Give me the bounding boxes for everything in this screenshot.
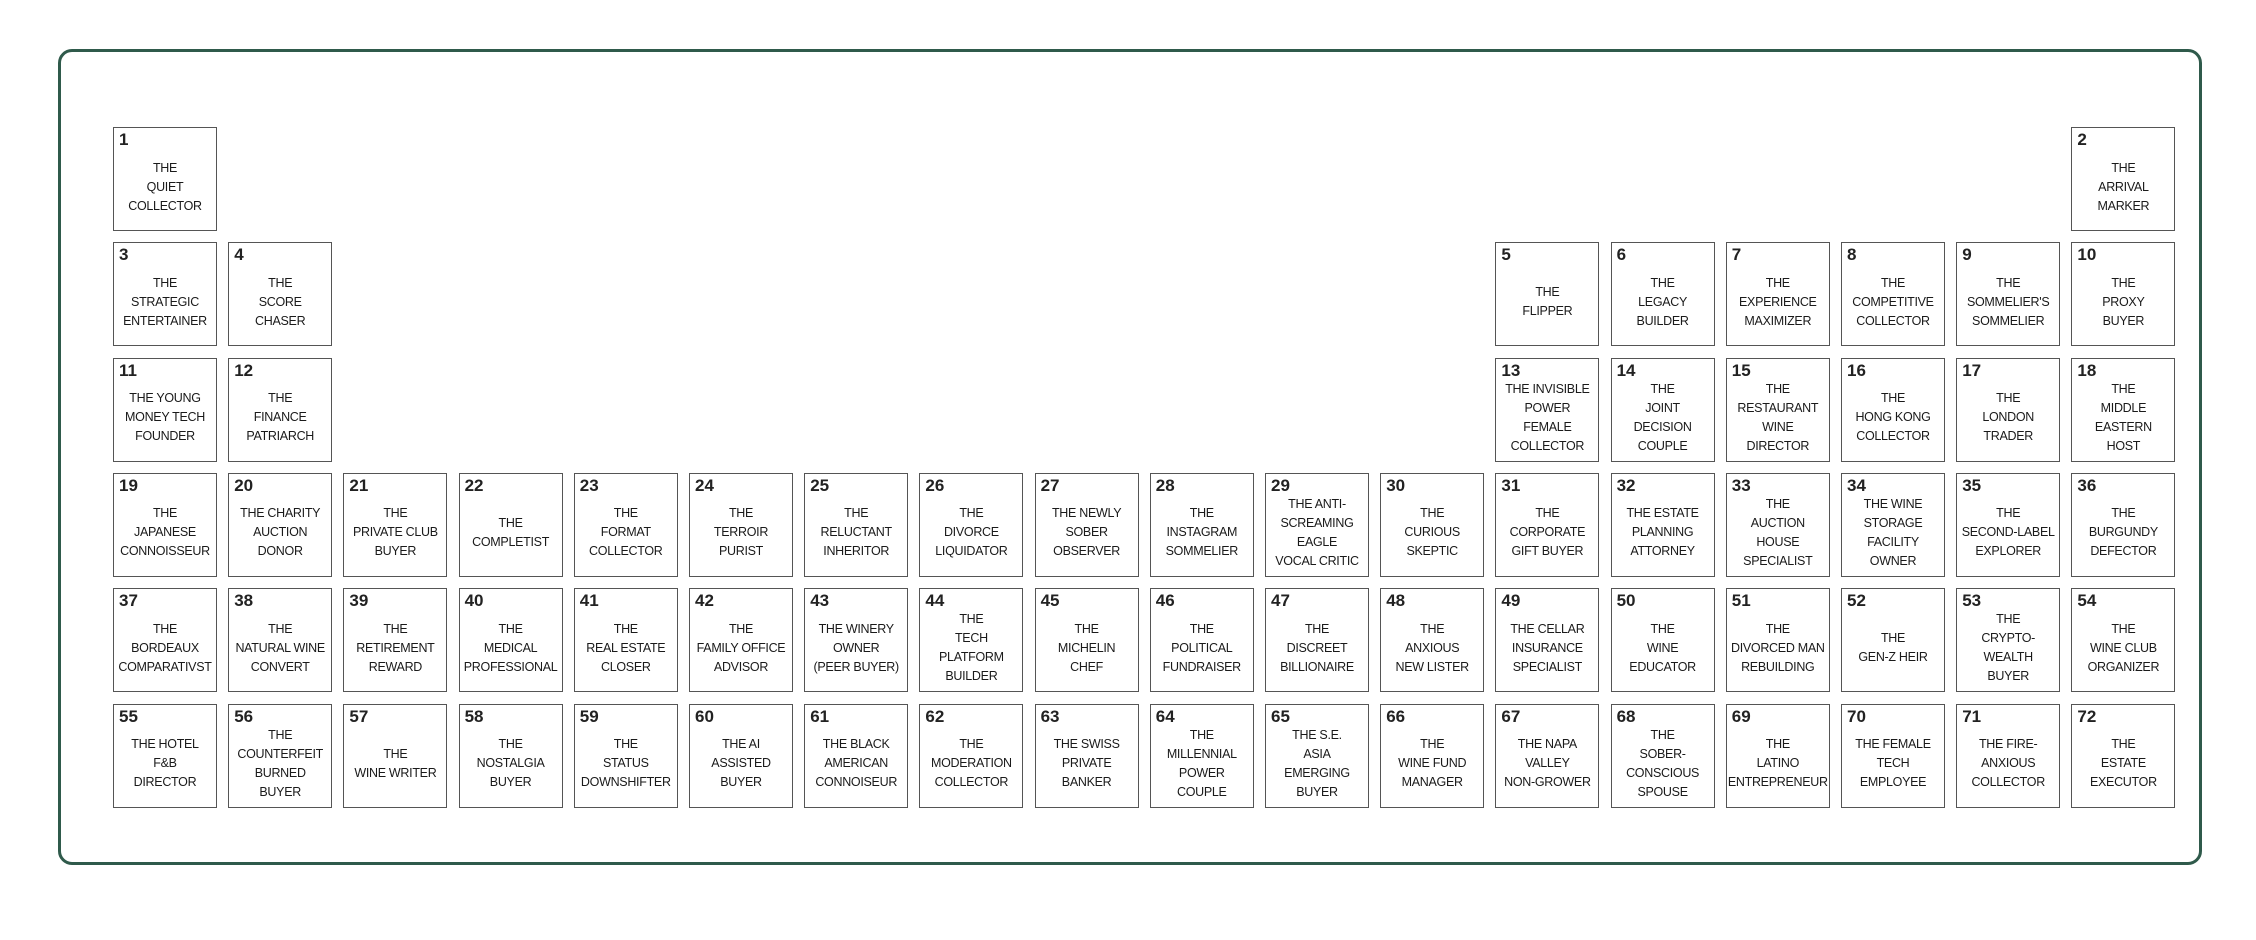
element-number: 53 (1962, 591, 1982, 611)
element-label: THE SWISS PRIVATE BANKER (1053, 737, 1120, 789)
element-number: 46 (1155, 591, 1175, 611)
element-cell (1150, 704, 1254, 808)
element-cell (1495, 704, 1599, 808)
element-cell (1841, 358, 1945, 462)
element-number: 29 (1271, 475, 1290, 495)
element-number: 11 (119, 360, 137, 380)
element-number: 14 (1616, 360, 1636, 380)
element-number: 52 (1847, 591, 1866, 611)
element-cell (343, 588, 447, 692)
element-label: THE PROXY BUYER (2102, 275, 2145, 328)
element-label: THE SOMMELIER'S SOMMELIER (1966, 275, 2050, 328)
element-label: THE LEGACY BUILDER (1636, 275, 1689, 328)
element-cell (113, 127, 217, 231)
element-cell (574, 473, 678, 577)
element-label: THE COMPLETIST (472, 515, 550, 549)
element-cell (459, 588, 563, 692)
element-label: THE REAL ESTATE CLOSER (586, 621, 666, 674)
element-cell (1841, 242, 1945, 346)
element-number: 41 (579, 591, 599, 611)
element-number: 26 (925, 475, 945, 495)
element-cell (1035, 473, 1139, 577)
element-label: THE RESTAURANT WINE DIRECTOR (1737, 381, 1819, 453)
element-cell (113, 473, 217, 577)
element-label: THE CORPORATE GIFT BUYER (1509, 506, 1586, 559)
element-number: 57 (349, 706, 369, 726)
element-label: THE DIVORCED MAN REBUILDING (1730, 621, 1825, 674)
element-cell (1265, 588, 1369, 692)
element-label: THE EXPERIENCE MAXIMIZER (1739, 275, 1817, 328)
element-number: 38 (234, 591, 254, 611)
element-cell (1956, 242, 2060, 346)
element-cell (1035, 704, 1139, 808)
element-number: 1 (119, 130, 129, 149)
element-number: 34 (1847, 475, 1866, 495)
element-label: THE BLACK AMERICAN CONNOISEUR (815, 737, 898, 789)
element-number: 61 (810, 706, 830, 726)
element-number: 45 (1040, 591, 1060, 611)
element-label: THE CURIOUS SKEPTIC (1404, 506, 1460, 559)
element-number: 10 (2077, 245, 2097, 265)
element-cell (1611, 242, 1715, 346)
element-cell (1150, 473, 1254, 577)
element-label: THE ARRIVAL MARKER (2097, 160, 2150, 213)
element-number: 54 (2077, 591, 2097, 611)
element-number: 33 (1731, 475, 1751, 495)
element-number: 71 (1962, 706, 1982, 726)
element-label: THE FINANCE PATRIARCH (246, 391, 315, 444)
element-cell (804, 588, 908, 692)
element-label: THE QUIET COLLECTOR (128, 160, 202, 213)
element-label: THE FAMILY OFFICE ADVISOR (696, 621, 786, 674)
element-cell (919, 588, 1023, 692)
element-number: 19 (119, 475, 138, 495)
element-label: THE TERROIR PURIST (713, 506, 769, 559)
element-label: THE YOUNG MONEY TECH FOUNDER (125, 391, 205, 444)
element-number: 21 (349, 475, 369, 495)
element-number: 51 (1731, 591, 1751, 611)
element-number: 37 (119, 591, 138, 611)
element-number: 56 (234, 706, 254, 726)
element-cell (1495, 588, 1599, 692)
element-number: 28 (1155, 475, 1175, 495)
element-label: THE COUNTERFEIT BURNED BUYER (237, 727, 323, 799)
element-number: 42 (695, 591, 714, 611)
element-cell (919, 473, 1023, 577)
element-cell (1726, 588, 1830, 692)
element-label: THE HONG KONG COLLECTOR (1855, 391, 1931, 444)
element-label: THE WINE FUND MANAGER (1398, 737, 1467, 789)
element-number: 13 (1501, 360, 1521, 380)
element-number: 59 (579, 706, 599, 726)
element-number: 5 (1501, 245, 1511, 265)
element-label: THE ESTATE EXECUTOR (2089, 737, 2157, 789)
element-number: 65 (1271, 706, 1290, 726)
element-label: THE JOINT DECISION COUPLE (1633, 381, 1692, 453)
element-cell (343, 473, 447, 577)
element-label: THE CRYPTO-WEALTH BUYER (1981, 612, 2036, 684)
element-label: THE WINE WRITER (354, 746, 437, 780)
element-label: THE MIDDLE EASTERN HOST (2094, 381, 2152, 453)
element-number: 12 (234, 360, 254, 380)
element-cell (574, 588, 678, 692)
element-cell (1265, 473, 1369, 577)
element-cell (228, 588, 332, 692)
element-cell (2071, 704, 2175, 808)
element-label: THE NAPA VALLEY NON-GROWER (1504, 737, 1591, 789)
element-cell (228, 473, 332, 577)
element-cell (459, 473, 563, 577)
element-label: THE CHARITY AUCTION DONOR (240, 506, 321, 559)
element-cell (1726, 473, 1830, 577)
element-number: 72 (2077, 706, 2097, 726)
element-cell (2071, 473, 2175, 577)
element-cell (1611, 473, 1715, 577)
element-label: THE GEN-Z HEIR (1858, 631, 1928, 665)
element-number: 30 (1386, 475, 1406, 495)
element-label: THE BURGUNDY DEFECTOR (2088, 506, 2158, 559)
element-number: 22 (464, 475, 484, 495)
element-label: THE FEMALE TECH EMPLOYEE (1855, 737, 1931, 789)
element-label: THE LATINO ENTREPRENEUR (1727, 737, 1828, 789)
element-label: THE COMPETITIVE COLLECTOR (1852, 275, 1934, 328)
element-label: THE AUCTION HOUSE SPECIALIST (1743, 496, 1813, 568)
element-label: THE RETIREMENT REWARD (356, 621, 435, 674)
element-cell (574, 704, 678, 808)
element-number: 16 (1847, 360, 1866, 380)
element-cell (689, 588, 793, 692)
element-cell (1380, 473, 1484, 577)
element-label: THE MEDICAL PROFESSIONAL (463, 621, 558, 674)
element-number: 35 (1962, 475, 1982, 495)
element-label: THE POLITICAL FUNDRAISER (1162, 621, 1241, 674)
element-cell (689, 473, 793, 577)
element-label: THE FIRE- ANXIOUS COLLECTOR (1971, 737, 2045, 789)
element-cell (343, 704, 447, 808)
element-number: 68 (1616, 706, 1636, 726)
element-label: THE DIVORCE LIQUIDATOR (935, 506, 1008, 559)
element-cell (1380, 704, 1484, 808)
element-number: 55 (119, 706, 138, 726)
element-number: 2 (2077, 130, 2087, 149)
element-cell (228, 704, 332, 808)
element-label: THE STATUS DOWNSHIFTER (580, 737, 671, 789)
element-number: 6 (1616, 245, 1627, 265)
element-label: THE ANTI- SCREAMING EAGLE VOCAL CRITIC (1275, 496, 1359, 568)
element-label: THE SCORE CHASER (255, 275, 306, 328)
element-cell (1495, 473, 1599, 577)
element-label: THE WINE STORAGE FACILITY OWNER (1863, 496, 1923, 568)
element-label: THE WINE EDUCATOR (1629, 621, 1696, 674)
element-number: 48 (1386, 591, 1406, 611)
element-label: THE WINE CLUB ORGANIZER (2087, 621, 2160, 674)
element-cell (1841, 588, 1945, 692)
element-number: 31 (1501, 475, 1521, 495)
element-cell (1380, 588, 1484, 692)
element-number: 70 (1847, 706, 1866, 726)
element-cell (1956, 473, 2060, 577)
element-label: THE DISCREET BILLIONAIRE (1280, 621, 1354, 674)
element-number: 4 (234, 245, 244, 265)
element-label: THE MICHELIN CHEF (1057, 621, 1116, 674)
element-number: 60 (695, 706, 714, 726)
element-label: THE BORDEAUX COMPARATIVST (118, 621, 212, 674)
element-cell (2071, 242, 2175, 346)
element-number: 39 (349, 591, 369, 611)
element-label: THE INSTAGRAM SOMMELIER (1165, 506, 1238, 559)
element-label: THE FORMAT COLLECTOR (589, 506, 663, 559)
element-number: 32 (1616, 475, 1636, 495)
element-number: 18 (2077, 360, 2097, 380)
element-cell (1841, 704, 1945, 808)
element-number: 23 (579, 475, 599, 495)
element-label: THE MILLENNIAL POWER COUPLE (1166, 727, 1237, 799)
element-label: THE MODERATION COLLECTOR (930, 737, 1012, 789)
element-label: THE S.E. ASIA EMERGING BUYER (1284, 727, 1350, 799)
element-cell (1956, 588, 2060, 692)
element-number: 9 (1962, 245, 1972, 265)
element-number: 62 (925, 706, 945, 726)
element-number: 67 (1501, 706, 1521, 726)
element-label: THE NEWLY SOBER OBSERVER (1051, 506, 1122, 559)
element-number: 63 (1040, 706, 1060, 726)
element-label: THE LONDON TRADER (1982, 391, 2035, 444)
element-label: THE ANXIOUS NEW LISTER (1395, 621, 1469, 674)
element-label: THE JAPANESE CONNOISSEUR (120, 506, 210, 559)
element-cell (1265, 704, 1369, 808)
element-number: 58 (464, 706, 484, 726)
element-cell (1956, 704, 2060, 808)
element-number: 69 (1731, 706, 1751, 726)
element-number: 24 (695, 475, 714, 495)
element-cell (113, 588, 217, 692)
element-number: 49 (1501, 591, 1521, 611)
element-number: 20 (234, 475, 254, 495)
element-cell (1611, 704, 1715, 808)
element-number: 7 (1731, 245, 1742, 265)
element-cell (689, 704, 793, 808)
element-number: 17 (1962, 360, 1982, 380)
element-cell (1035, 588, 1139, 692)
element-label: THE STRATEGIC ENTERTAINER (123, 275, 207, 328)
element-cell (1611, 358, 1715, 462)
element-label: THE NATURAL WINE CONVERT (235, 621, 325, 674)
element-number: 15 (1731, 360, 1751, 380)
element-number: 43 (810, 591, 830, 611)
element-cell (228, 242, 332, 346)
element-cell (459, 704, 563, 808)
element-cell (2071, 127, 2175, 231)
element-number: 66 (1386, 706, 1406, 726)
element-label: THE TECH PLATFORM BUILDER (939, 612, 1004, 684)
element-cell (113, 704, 217, 808)
element-number: 47 (1271, 591, 1290, 611)
element-cell (1726, 242, 1830, 346)
element-cell (1726, 704, 1830, 808)
element-number: 50 (1616, 591, 1636, 611)
element-number: 44 (925, 591, 945, 611)
element-number: 36 (2077, 475, 2097, 495)
element-cell (113, 242, 217, 346)
element-number: 3 (119, 245, 129, 265)
element-cell (228, 358, 332, 462)
element-label: THE SOBER-CONSCIOUS SPOUSE (1626, 727, 1700, 799)
element-number: 64 (1155, 706, 1175, 726)
element-label: THE NOSTALGIA BUYER (476, 737, 545, 789)
element-number: 40 (464, 591, 484, 611)
element-label: THE CELLAR INSURANCE SPECIALIST (1510, 621, 1585, 674)
element-cell (1495, 242, 1599, 346)
element-label: THE INVISIBLE POWER FEMALE COLLECTOR (1505, 381, 1590, 453)
element-cell (1841, 473, 1945, 577)
element-cell (804, 704, 908, 808)
element-label: THE HOTEL F&B DIRECTOR (131, 737, 199, 789)
element-number: 25 (810, 475, 830, 495)
element-label: THE WINERY OWNER (PEER BUYER) (813, 621, 899, 674)
element-number: 27 (1040, 475, 1060, 495)
element-cell (919, 704, 1023, 808)
element-cell (2071, 358, 2175, 462)
element-label: THE FLIPPER (1522, 285, 1573, 319)
element-cell (1956, 358, 2060, 462)
element-cell (1611, 588, 1715, 692)
element-cell (2071, 588, 2175, 692)
element-cell (804, 473, 908, 577)
element-cell (113, 358, 217, 462)
element-label: THE ESTATE PLANNING ATTORNEY (1626, 506, 1699, 559)
element-number: 8 (1847, 245, 1857, 265)
element-cell (1726, 358, 1830, 462)
element-label: THE AI ASSISTED BUYER (711, 737, 771, 789)
element-label: THE SECOND-LABEL EXPLORER (1961, 506, 2055, 559)
element-label: THE RELUCTANT INHERITOR (820, 506, 892, 559)
element-cell (1495, 358, 1599, 462)
element-label: THE PRIVATE CLUB BUYER (352, 506, 438, 559)
element-cell (1150, 588, 1254, 692)
